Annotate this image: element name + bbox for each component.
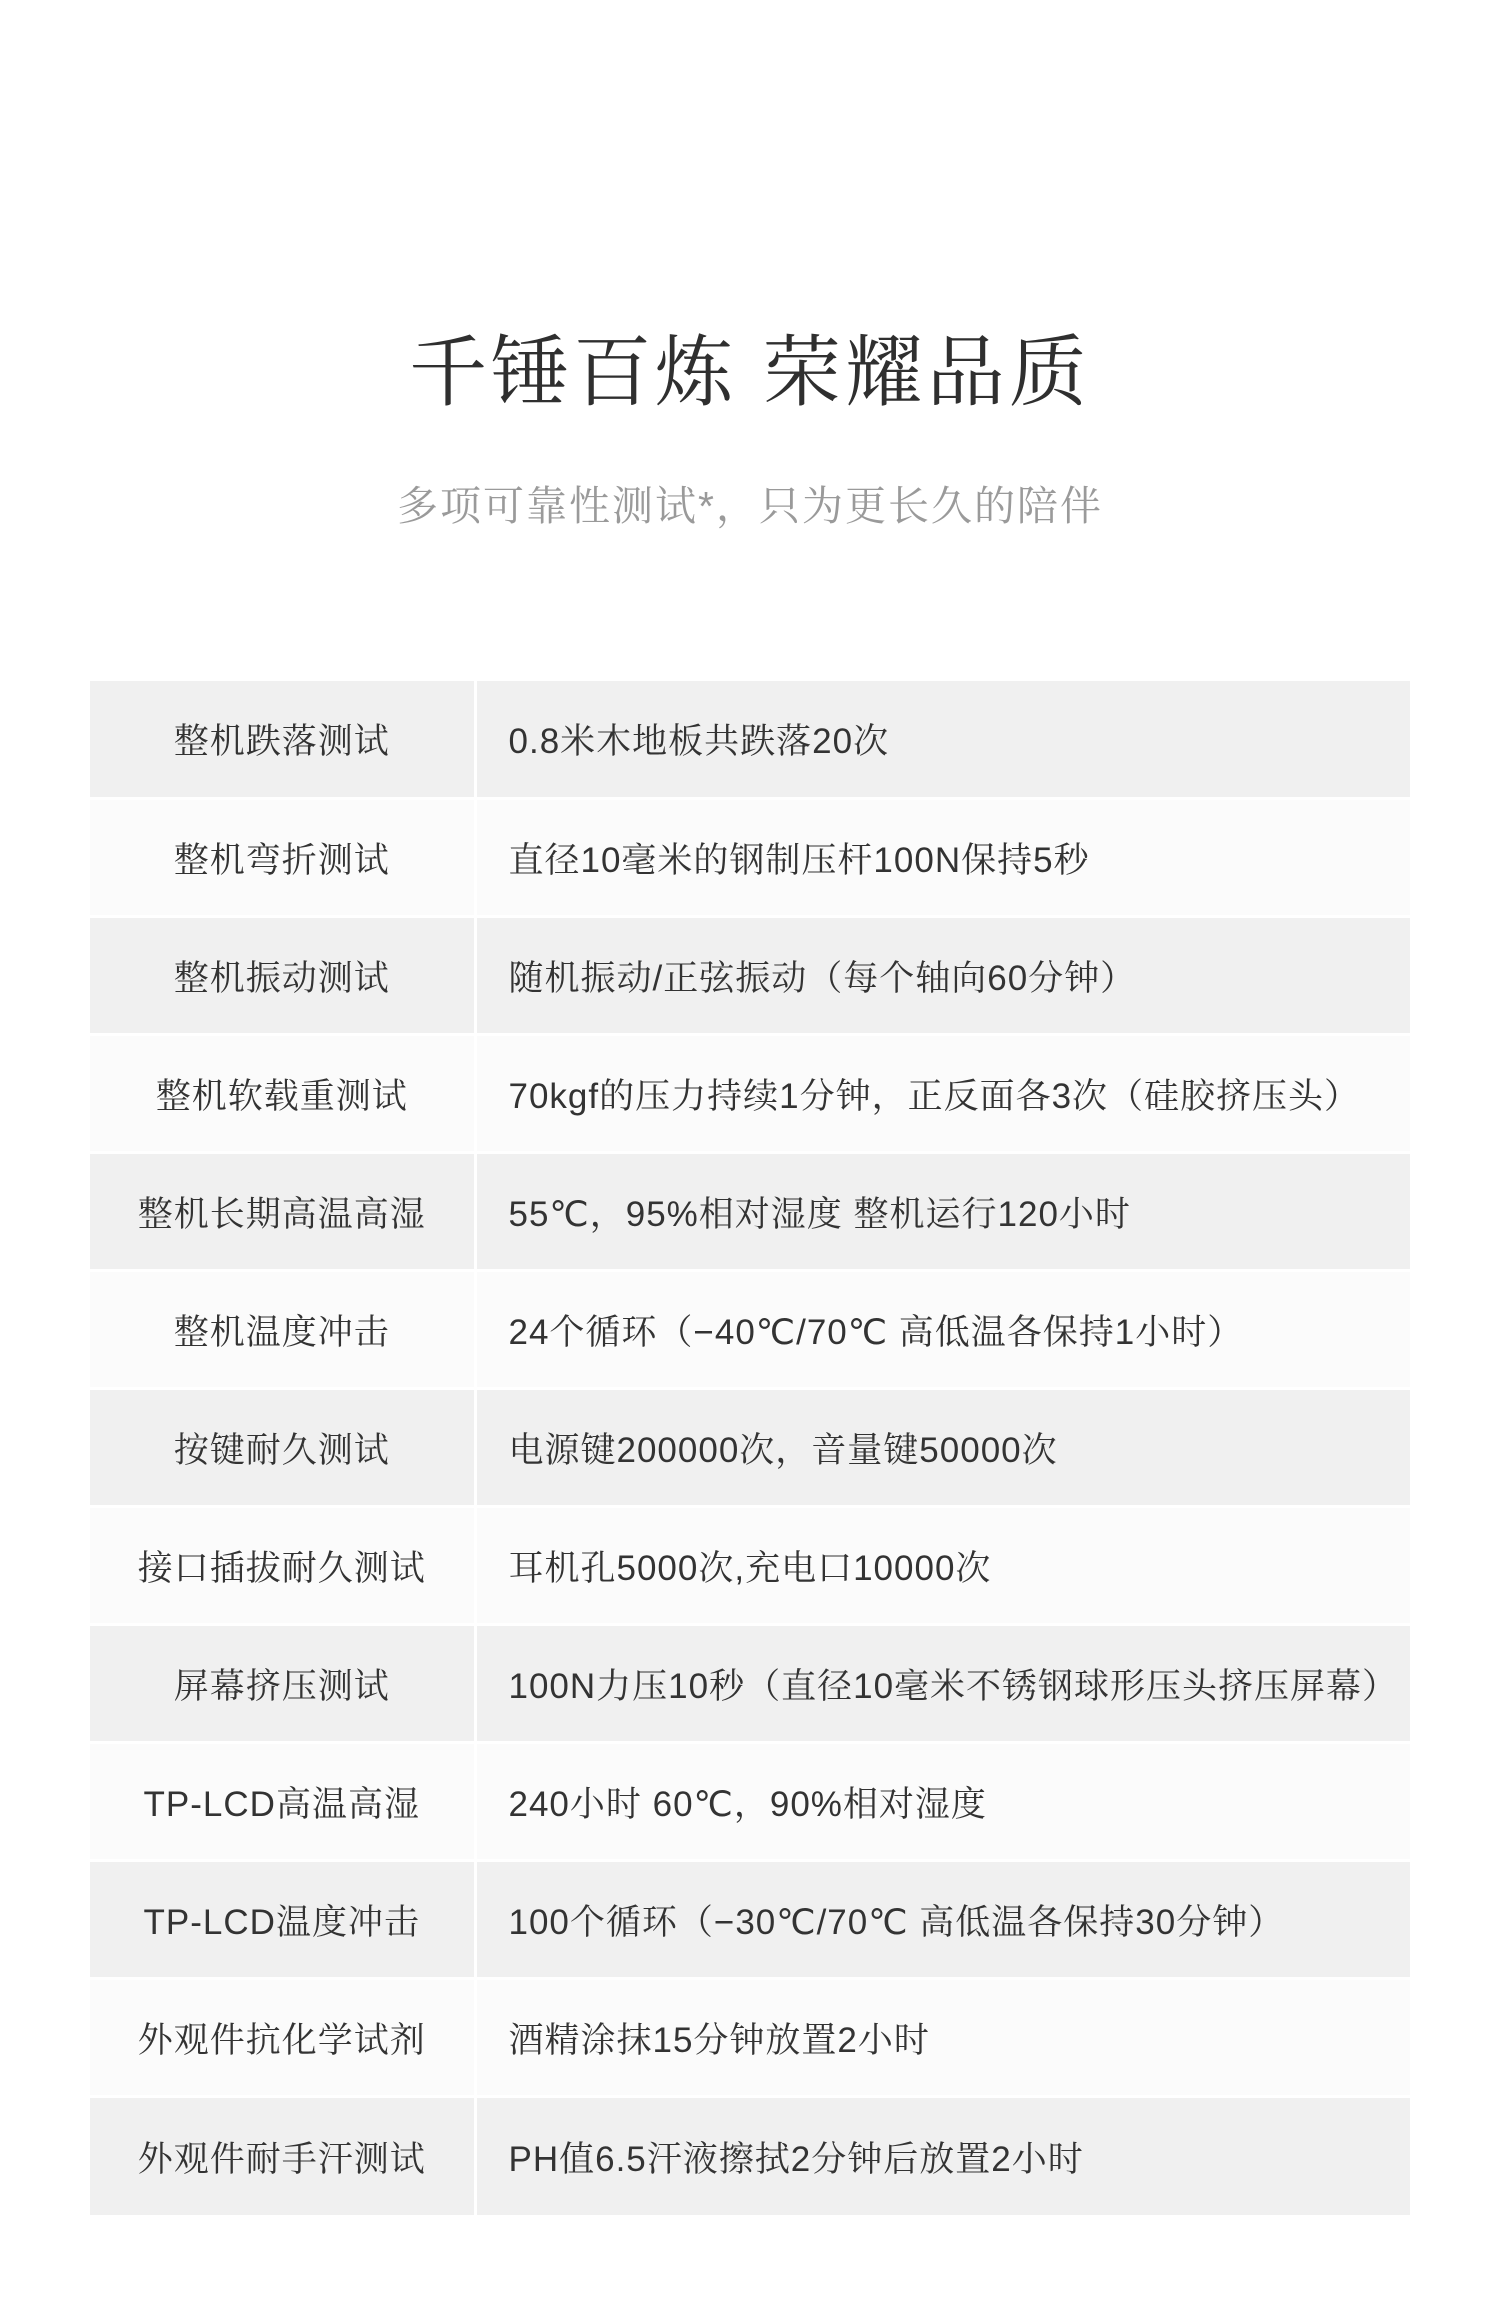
test-detail-cell: 70kgf的压力持续1分钟，正反面各3次（硅胶挤压头） [475,1035,1410,1153]
table-row [90,799,1410,917]
page-title: 千锤百炼 荣耀品质 [409,328,1091,416]
test-detail-cell: 直径10毫米的钢制压杆100N保持5秒 [475,799,1410,917]
table-row [90,1035,1410,1153]
table-row [90,1271,1410,1389]
test-detail-cell: 随机振动/正弦振动（每个轴向60分钟） [475,917,1410,1035]
table-row [90,1625,1410,1743]
test-name-cell: TP-LCD温度冲击 [90,1861,475,1979]
table-row [90,1153,1410,1271]
table-row [90,1743,1410,1861]
table-row [90,1861,1410,1979]
test-name-cell: 整机温度冲击 [90,1271,475,1389]
test-detail-cell: 耳机孔5000次,充电口10000次 [475,1507,1410,1625]
test-name-cell: 外观件抗化学试剂 [90,1979,475,2097]
test-name-cell: TP-LCD高温高湿 [90,1743,475,1861]
table-row [90,681,1410,799]
reliability-test-table-body [90,681,1410,2215]
test-name-cell: 整机软载重测试 [90,1035,475,1153]
test-name-cell: 整机弯折测试 [90,799,475,917]
table-row [90,917,1410,1035]
table-row [90,1979,1410,2097]
test-name-cell: 整机长期高温高湿 [90,1153,475,1271]
page-subtitle: 多项可靠性测试*，只为更长久的陪伴 [397,482,1103,529]
test-detail-cell: 55℃，95%相对湿度 整机运行120小时 [475,1153,1410,1271]
test-name-cell: 按键耐久测试 [90,1389,475,1507]
test-detail-cell: 240小时 60℃，90%相对湿度 [475,1743,1410,1861]
test-detail-cell: 酒精涂抹15分钟放置2小时 [475,1979,1410,2097]
table-row [90,1389,1410,1507]
test-detail-cell: 100N力压10秒（直径10毫米不锈钢球形压头挤压屏幕） [475,1625,1410,1743]
test-detail-cell: 电源键200000次，音量键50000次 [475,1389,1410,1507]
reliability-test-table [90,681,1410,2215]
test-detail-cell: 100个循环（−30℃/70℃ 高低温各保持30分钟） [475,1861,1410,1979]
test-detail-cell: 24个循环（−40℃/70℃ 高低温各保持1小时） [475,1271,1410,1389]
table-row [90,1507,1410,1625]
test-name-cell: 整机振动测试 [90,917,475,1035]
test-name-cell: 外观件耐手汗测试 [90,2097,475,2215]
test-detail-cell: 0.8米木地板共跌落20次 [475,681,1410,799]
test-name-cell: 接口插拔耐久测试 [90,1507,475,1625]
test-name-cell: 屏幕挤压测试 [90,1625,475,1743]
test-name-cell: 整机跌落测试 [90,681,475,799]
test-detail-cell: PH值6.5汗液擦拭2分钟后放置2小时 [475,2097,1410,2215]
table-row [90,2097,1410,2215]
